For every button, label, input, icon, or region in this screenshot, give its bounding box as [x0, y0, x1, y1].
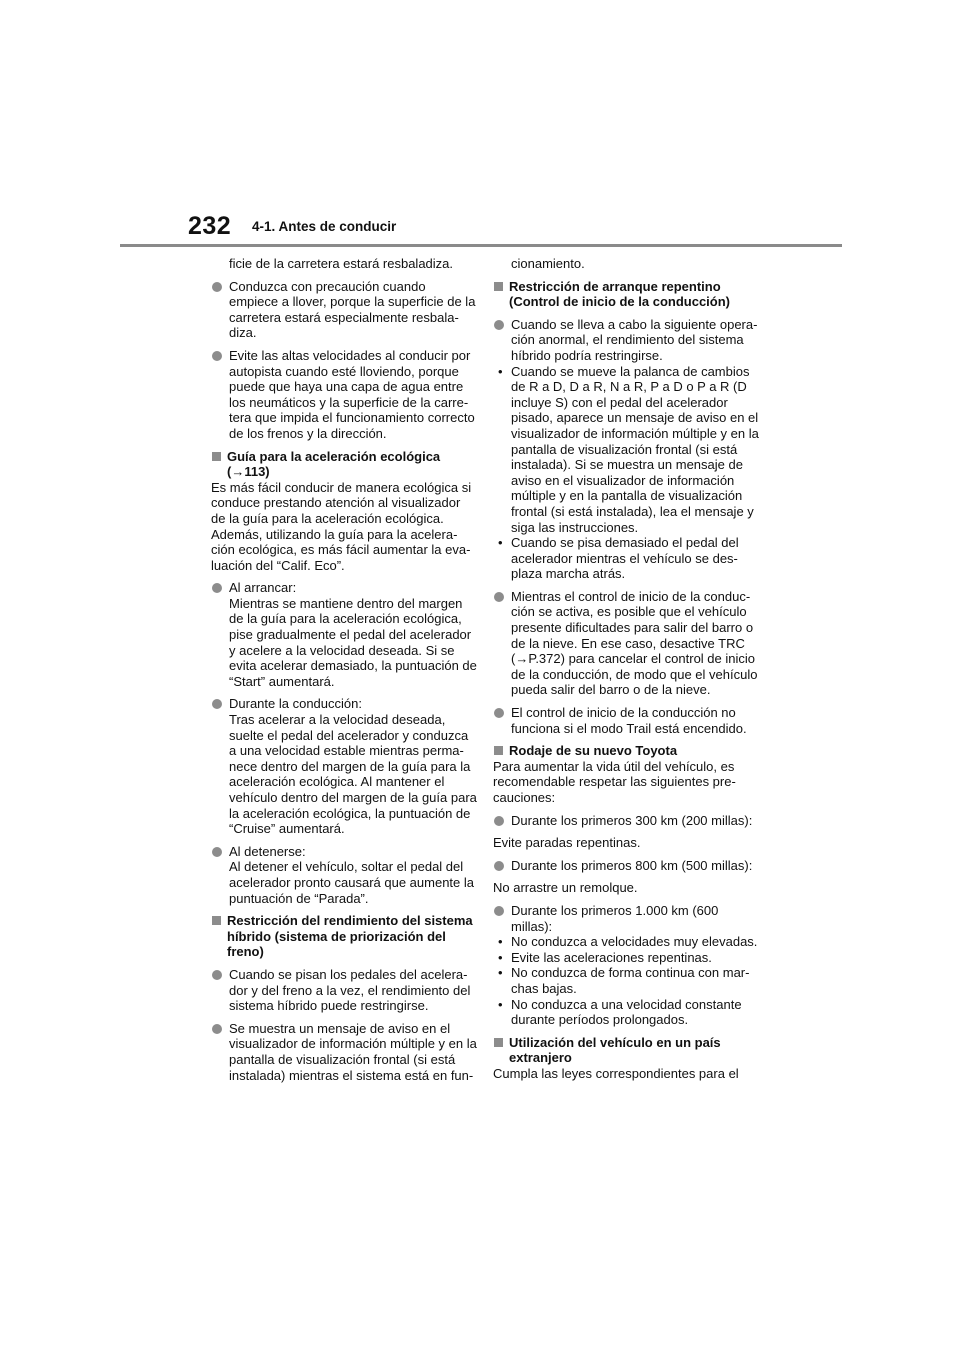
body-paragraph	[493, 759, 755, 806]
bullet-item	[211, 347, 475, 442]
right-column	[493, 256, 759, 1082]
section-heading	[211, 913, 473, 960]
text-line: los neumáticos y la superficie de la carre-	[229, 394, 469, 410]
section-heading	[493, 279, 755, 310]
sub-list-item	[493, 363, 759, 536]
text-line: múltiple y en la pantalla de visualización	[511, 488, 743, 504]
text-line: vehículo dentro del margen de la guía para	[229, 790, 477, 805]
section-heading	[493, 1035, 755, 1066]
bullet-circle-icon	[212, 847, 222, 857]
text-line: No conduzca a velocidades muy elevadas.	[511, 934, 758, 950]
text-line: empiece a llover, porque la superficie de la	[229, 294, 476, 310]
bullet-item	[211, 696, 477, 837]
text-line: luación del “Calif. Eco”.	[211, 557, 345, 573]
bullet-item	[211, 843, 474, 906]
bullet-item	[493, 813, 755, 829]
bullet-item	[493, 903, 755, 934]
text-line: cauciones:	[493, 790, 556, 805]
bullet-item	[493, 588, 758, 698]
text-line: pisado, aparece un mensaje de aviso en el	[511, 410, 759, 426]
text-line: ficie de la carretera estará resbaladiza.	[229, 256, 454, 271]
text-line: pantalla de visualización frontal (si está	[229, 1051, 456, 1067]
text-line: acelerador mientras el vehículo se des-	[511, 550, 738, 566]
text-line: autopista cuando esté lloviendo, porque	[229, 363, 459, 379]
text-line: No arrastre un remolque.	[493, 880, 638, 896]
bullet-item	[493, 316, 758, 364]
body-paragraph	[493, 835, 755, 851]
text-line: híbrido (sistema de priorización del	[227, 928, 446, 944]
page-number: 232	[188, 212, 232, 240]
text-line: puede que haya una capa de agua entre	[229, 379, 464, 395]
body-paragraph	[493, 1066, 755, 1082]
section-heading	[211, 449, 469, 480]
text-line: siga las instrucciones.	[511, 519, 639, 535]
text-line: Evite paradas repentinas.	[493, 835, 641, 851]
text-line: tera que impida el funcionamiento correcto	[229, 410, 475, 426]
text-line: presente dificultades para salir del barro o	[511, 620, 754, 636]
text-line: durante períodos prolongados.	[511, 1012, 689, 1028]
text-line: y acelere a la velocidad deseada. Si se	[229, 642, 455, 658]
text-line: Guía para la aceleración ecológica	[227, 448, 441, 464]
text-line: suelte el pedal del acelerador y conduzca	[229, 727, 469, 743]
heading-square-icon	[212, 916, 221, 925]
section-heading	[493, 743, 755, 759]
text-line: Evite las aceleraciones repentinas.	[511, 949, 712, 965]
text-line: Conduzca con precaución cuando	[229, 278, 426, 294]
bullet-item	[211, 580, 477, 689]
text-line: No conduzca a una velocidad constante	[511, 996, 742, 1012]
text-line: dor y del freno a la vez, el rendimiento del	[229, 982, 471, 998]
text-line: Durante la conducción:	[229, 696, 362, 712]
text-line: puntuación de “Parada”.	[229, 890, 369, 906]
text-line: pise gradualmente el pedal del acelerador	[229, 627, 472, 643]
text-line: de la nieve. En ese caso, desactive TRC	[511, 635, 745, 651]
text-line: de la conducción, de modo que el vehículo	[511, 666, 758, 682]
text-line: cionamiento.	[511, 256, 585, 271]
sub-list-item	[493, 950, 755, 966]
text-line: chas bajas.	[511, 980, 577, 996]
text-line: (→P.372) para cancelar el control de inicio	[511, 651, 756, 667]
text-line: (Control de inicio de la conducción)	[509, 294, 731, 310]
bullet-circle-icon	[494, 320, 504, 330]
text-line: Restricción de arranque repentino	[509, 278, 721, 294]
bullet-item	[211, 967, 469, 1014]
text-line: plaza marcha atrás.	[511, 566, 626, 582]
text-line: incluye S) con el pedal del acelerador	[511, 394, 728, 410]
text-line: Al detener el vehículo, soltar el pedal del	[229, 859, 464, 875]
text-line: Durante los primeros 800 km (500 millas):	[511, 857, 753, 873]
heading-square-icon	[494, 282, 503, 291]
text-line: Al arrancar:	[229, 580, 297, 596]
text-line: diza.	[229, 325, 257, 341]
continued-text	[211, 256, 469, 272]
heading-square-icon	[494, 746, 503, 755]
body-paragraph	[211, 479, 472, 574]
text-line: Mientras el control de inicio de la conduc-	[511, 588, 751, 604]
text-line: Tras acelerar a la velocidad deseada,	[229, 712, 446, 728]
text-line: de la guía para la aceleración ecológica,	[229, 611, 462, 627]
sub-bullet-icon: •	[498, 996, 503, 1012]
text-line: Se muestra un mensaje de aviso en el	[229, 1020, 451, 1036]
text-line: nece dentro del margen de la guía para la	[229, 758, 471, 774]
text-line: ción anormal, el rendimiento del sistema	[511, 332, 744, 348]
text-line: de R a D, D a R, N a R, P a D o P a R (D	[511, 379, 747, 395]
text-line: sistema híbrido puede restringirse.	[229, 998, 429, 1014]
bullet-circle-icon	[494, 906, 504, 916]
text-line: de los frenos y la dirección.	[229, 425, 387, 441]
sub-list-item	[493, 997, 755, 1028]
text-line: híbrido podría restringirse.	[511, 347, 663, 363]
sub-bullet-icon: •	[498, 949, 503, 965]
text-line: Mientras se mantiene dentro del margen	[229, 595, 463, 611]
text-line: aviso en el visualizador de información	[511, 472, 735, 488]
text-line: Cuando se pisa demasiado el pedal del	[511, 535, 739, 551]
bullet-circle-icon	[212, 699, 222, 709]
text-line: El control de inicio de la conducción no	[511, 705, 736, 721]
heading-square-icon	[212, 452, 221, 461]
text-line: Restricción del rendimiento del sistema	[227, 913, 473, 929]
text-line: ción ecológica, es más fácil aumentar la eva-	[211, 542, 471, 558]
bullet-circle-icon	[494, 592, 504, 602]
left-column	[211, 256, 477, 1083]
text-line: Evite las altas velocidades al conducir por	[229, 347, 471, 363]
text-line: millas):	[511, 918, 553, 934]
text-line: Durante los primeros 1.000 km (600	[511, 902, 719, 918]
text-line: visualizador de información múltiple y en la	[229, 1036, 477, 1052]
text-line: Además, utilizando la guía para la acelera-	[211, 526, 458, 542]
sub-list-item	[493, 934, 758, 950]
text-line: freno)	[227, 944, 264, 960]
text-line: Al detenerse:	[229, 843, 306, 859]
text-line: carretera estará especialmente resbala-	[229, 309, 459, 325]
text-line: frontal (si está instalada), lea el mensaje y	[511, 503, 754, 519]
heading-square-icon	[494, 1038, 503, 1047]
text-line: visualizador de información múltiple y en la	[511, 425, 759, 441]
text-line: “Cruise” aumentará.	[229, 821, 345, 837]
bullet-circle-icon	[494, 708, 504, 718]
bullet-circle-icon	[212, 351, 222, 361]
bullet-circle-icon	[212, 970, 222, 980]
text-line: ción se activa, es posible que el vehículo	[511, 604, 747, 620]
sub-bullet-icon: •	[498, 934, 503, 950]
text-line: (→113)	[227, 464, 270, 480]
text-line: Cumpla las leyes correspondientes para el	[493, 1065, 739, 1081]
text-line: Durante los primeros 300 km (200 millas):	[511, 812, 753, 828]
sub-bullet-icon: •	[498, 535, 503, 551]
text-line: instalada). Si se muestra un mensaje de	[511, 457, 743, 473]
section-title: 4-1. Antes de conducir	[252, 219, 397, 234]
bullet-circle-icon	[212, 1024, 222, 1034]
text-line: acelerador pronto causará que aumente la	[229, 874, 474, 890]
text-line: extranjero	[509, 1050, 572, 1066]
text-line: Es más fácil conducir de manera ecológica si	[211, 479, 472, 495]
text-line: conduce prestando atención al visualizador	[211, 495, 461, 511]
text-line: Rodaje de su nuevo Toyota	[509, 743, 678, 759]
bullet-item	[493, 858, 755, 874]
text-line: aceleración ecológica. Al mantener el	[229, 774, 445, 790]
text-line: Utilización del vehículo en un país	[509, 1034, 721, 1050]
text-line: pueda salir del barro o de la nieve.	[511, 682, 711, 698]
text-line: funciona si el modo Trail está encendido.	[511, 720, 747, 736]
header-divider	[120, 244, 842, 247]
text-line: evita acelerar demasiado, la puntuación de	[229, 658, 477, 674]
body-paragraph	[493, 880, 755, 896]
sub-list-item	[493, 965, 755, 996]
continued-text	[493, 256, 755, 272]
text-line: Cuando se lleva a cabo la siguiente opera-	[511, 316, 758, 332]
text-line: la aceleración ecológica, la puntuación de	[229, 805, 471, 821]
sub-list-item	[493, 535, 755, 582]
sub-bullet-icon: •	[498, 965, 503, 981]
bullet-circle-icon	[212, 282, 222, 292]
bullet-circle-icon	[494, 816, 504, 826]
text-line: recomendable respetar las siguientes pre-	[493, 774, 736, 790]
bullet-circle-icon	[494, 861, 504, 871]
text-line: Cuando se pisan los pedales del acelera-	[229, 966, 468, 982]
text-line: “Start” aumentará.	[229, 673, 335, 689]
text-line: pantalla de visualización frontal (si está	[511, 441, 738, 457]
text-line: a una velocidad estable mientras perma-	[229, 743, 464, 759]
bullet-item	[211, 1020, 477, 1083]
bullet-item	[211, 278, 476, 341]
text-line: No conduzca de forma continua con mar-	[511, 965, 750, 981]
sub-bullet-icon: •	[498, 363, 503, 379]
text-line: de la guía para la aceleración ecológica.	[211, 510, 444, 526]
text-line: Cuando se mueve la palanca de cambios	[511, 363, 750, 379]
bullet-item	[493, 705, 755, 736]
text-line: instalada) mientras el sistema está en fun-	[229, 1067, 474, 1083]
text-line: Para aumentar la vida útil del vehículo, es	[493, 758, 735, 774]
bullet-circle-icon	[212, 583, 222, 593]
